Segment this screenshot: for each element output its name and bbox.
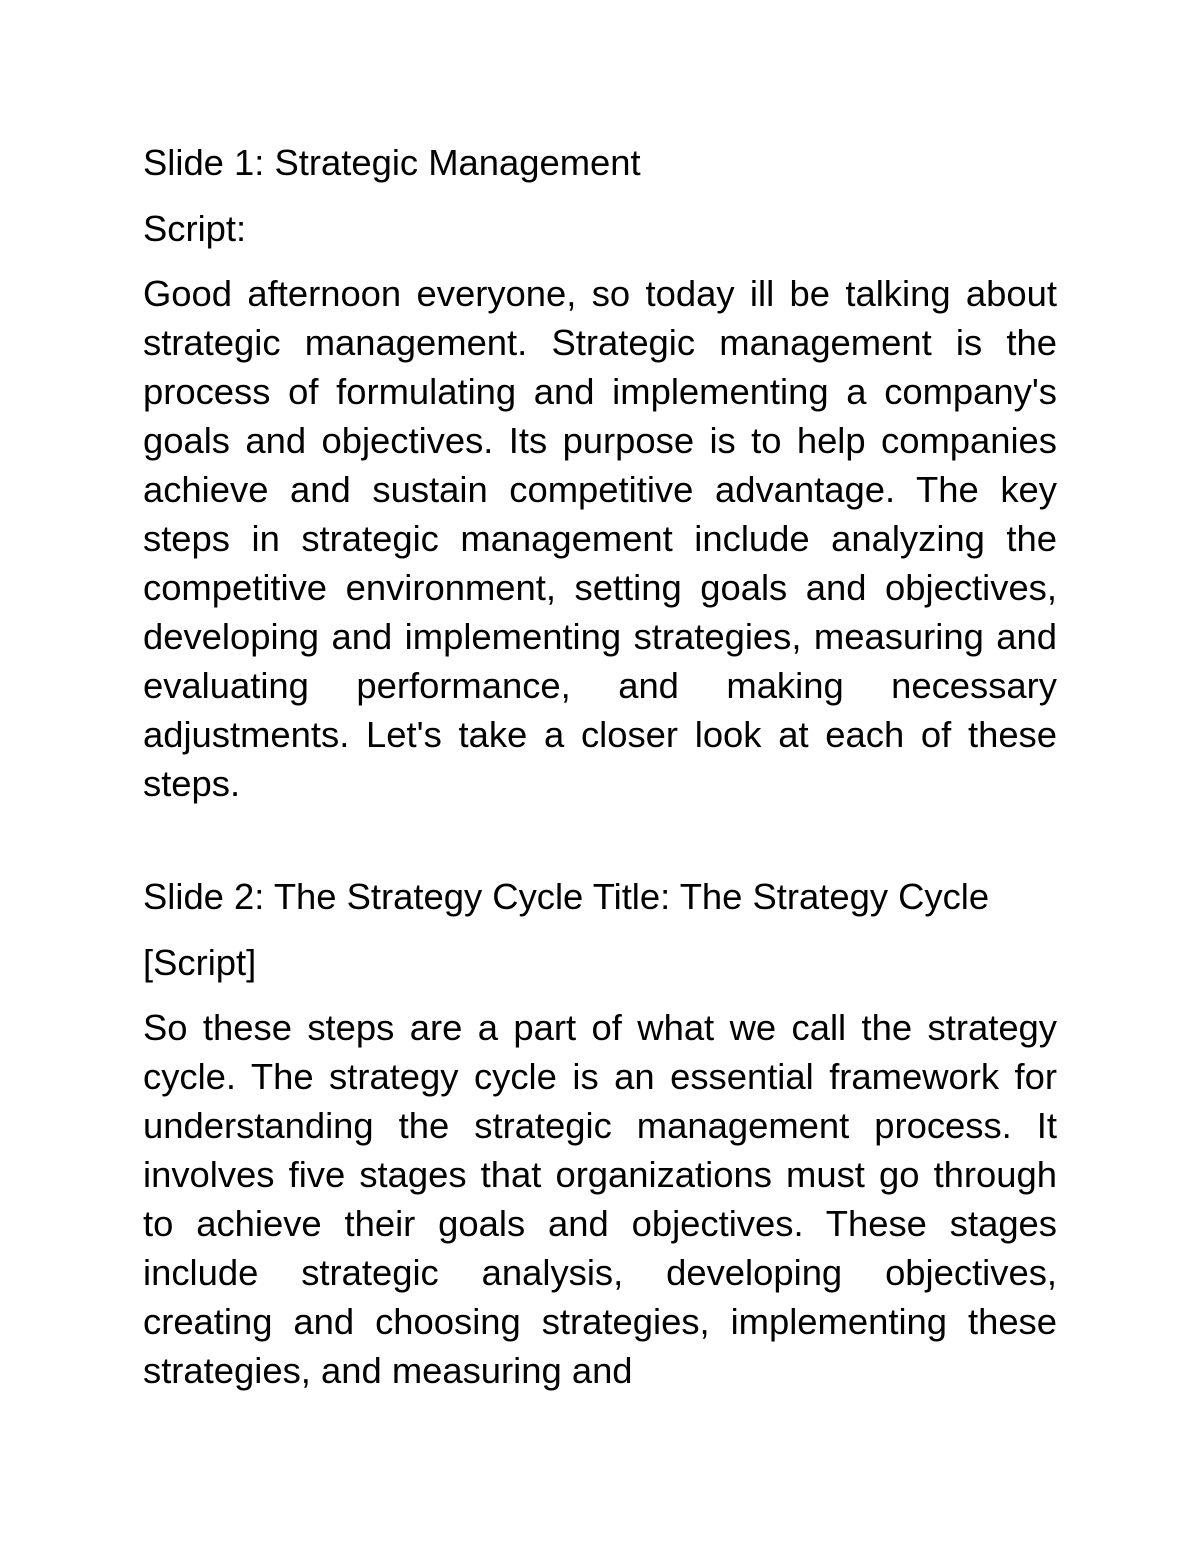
slide-1-script-body: Good afternoon everyone, so today ill be talking about strategic management. Strategic management is the process of formulating and implementing a company's goals and objectives. Its purpose is to help companies achieve and sustain competitive advantage. The key steps in strategic management include analyzing the competitive environment, setting goals and objectives, developing and implementing strategies, measuring and evaluating performance, and making necessary adjustments. Let's take a closer look at each of these steps. (143, 273, 1057, 804)
slide-2-title: Slide 2: The Strategy Cycle Title: The Strategy Cycle (143, 876, 990, 917)
slide-2-script-label: [Script] (143, 942, 257, 983)
slide-1-title: Slide 1: Strategic Management (143, 142, 641, 183)
slide-2-script-body: So these steps are a part of what we call the strategy cycle. The strategy cycle is an essential framework for understanding the strategic management process. It involves five stages that organizations must go through to achieve their goals and objectives. These stages include strategic analysis, developing objectives, creating and choosing strategies, implementing these strategies, and measuring and (143, 1007, 1057, 1391)
document-page (143, 138, 1057, 1395)
slide-1-section (143, 138, 1057, 808)
section-spacer (143, 808, 1057, 872)
slide-1-script-label: Script: (143, 208, 247, 249)
slide-2-section (143, 872, 1057, 1395)
